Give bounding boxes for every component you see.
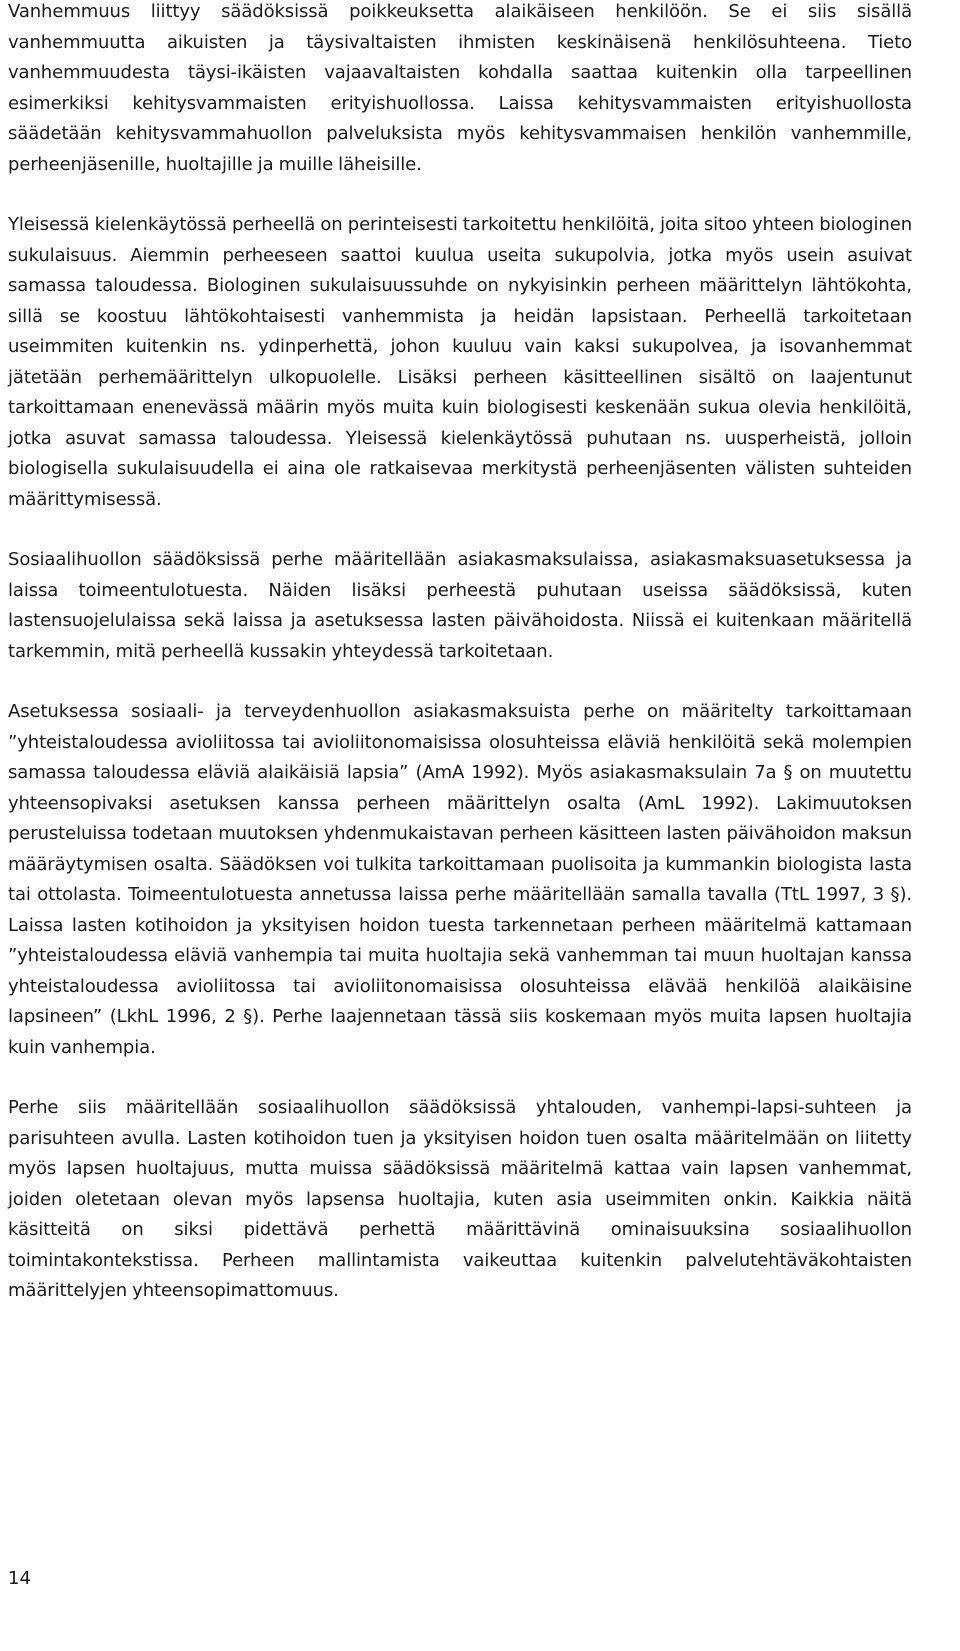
document-page [8,0,912,1307]
paragraph-client-fees-decree: Asetuksessa sosiaali- ja terveydenhuollon asiakasmaksuista perhe on määritelty tarkoittamaan ”yhteistaloudessa avioliitossa tai avioliitonomaisissa olosuhteissa eläviä henkilöitä sekä molempien samassa taloudessa eläviä alaikäisiä lapsia” (AmA 1992). Myös asiakasmaksulain 7a § on muutettu yhteensopivaksi asetuksen kanssa perheen määrittelyn osalta (AmL 1992). Lakimuutoksen perusteluissa todetaan muutoksen yhdenmukaistavan perheen käsitteen lasten päivähoidon maksun määräytymisen osalta. Säädöksen voi tulkita tarkoittamaan puolisoita ja kummankin biologista lasta tai ottolasta. Toimeentulotuesta annetussa laissa perhe määritellään samalla tavalla (TtL 1997, 3 §). Laissa lasten kotihoidon ja yksityisen hoidon tuesta tarkennetaan perheen määritelmä kattamaan ”yhteistaloudessa eläviä vanhempia tai muita huoltajia sekä vanhemman tai muun huoltajan kanssa yhteistaloudessa avioliitossa tai avioliitonomaisissa olosuhteissa elävää henkilöä alaikäisine lapsineen” (LkhL 1996, 2 §). Perhe laajennetaan tässä siis koskemaan myös muita lapsen huoltajia kuin vanhempia. [8,701,912,1058]
paragraph-social-welfare-statutes: Sosiaalihuollon säädöksissä perhe määritellään asiakasmaksulaissa, asiakasmaksuasetuksessa ja laissa toimeentulotuesta. Näiden lisäksi perheestä puhutaan useissa säädöksissä, kuten lastensuojelulaissa sekä laissa ja asetuksessa lasten päivähoidosta. Niissä ei kuitenkaan määritellä tarkemmin, mitä perheellä kussakin yhteydessä tarkoitetaan. [8,549,912,662]
paragraph-family-general: Yleisessä kielenkäytössä perheellä on perinteisesti tarkoitettu henkilöitä, joita sitoo yhteen biologinen sukulaisuus. Aiemmin perheeseen saattoi kuulua useita sukupolvia, jotka myös usein asuivat samassa taloudessa. Biologinen sukulaisuussuhde on nykyisinkin perheen määrittelyn lähtökohta, sillä se koostuu lähtökohtaisesti vanhemmista ja heidän lapsistaan. Perheellä tarkoitetaan useimmiten kuitenkin ns. ydinperhettä, johon kuuluu vain kaksi sukupolvea, ja isovanhemmat jätetään perhemäärittelyn ulkopuolelle. Lisäksi perheen käsitteellinen sisältö on laajentunut tarkoittamaan enenevässä määrin myös muita kuin biologisesti keskenään sukua olevia henkilöitä, jotka asuvat samassa taloudessa. Yleisessä kielenkäytössä puhutaan ns. uusperheistä, jolloin biologisella sukulaisuudella ei aina ole ratkaisevaa merkitystä perheenjäsenten välisten suhteiden määrittymisessä. [8,214,912,510]
page-number: 14 [8,1568,31,1589]
paragraph-parenthood: Vanhemmuus liittyy säädöksissä poikkeuksetta alaikäiseen henkilöön. Se ei siis sisällä vanhemmuutta aikuisten ja täysivaltaisten ihmisten keskinäisenä henkilösuhteena. Tieto vanhemmuudesta täysi-ikäisten vajaavaltaisten kohdalla saattaa kuitenkin olla tarpeellinen esimerkiksi kehitysvammaisten erityishuollossa. Laissa kehitysvammaisten erityishuollosta säädetään kehitysvammahuollon palveluksista myös kehitysvammaisen henkilön vanhemmille, perheenjäsenille, huoltajille ja muille läheisille. [8,1,912,175]
paragraph-summary: Perhe siis määritellään sosiaalihuollon säädöksissä yhtalouden, vanhempi-lapsi-suhteen ja parisuhteen avulla. Lasten kotihoidon tuen ja yksityisen hoidon tuen osalta määritelmään on liitetty myös lapsen huoltajuus, mutta muissa säädöksissä määritelmä kattaa vain lapsen vanhemmat, joiden oletetaan olevan myös lapsensa huoltajia, kuten asia useimmiten onkin. Kaikkia näitä käsitteitä on siksi pidettävä perhettä määrittävinä ominaisuuksina sosiaalihuollon toimintakontekstissa. Perheen mallintamista vaikeuttaa kuitenkin palvelutehtäväkohtaisten määrittelyjen yhteensopimattomuus. [8,1097,912,1301]
